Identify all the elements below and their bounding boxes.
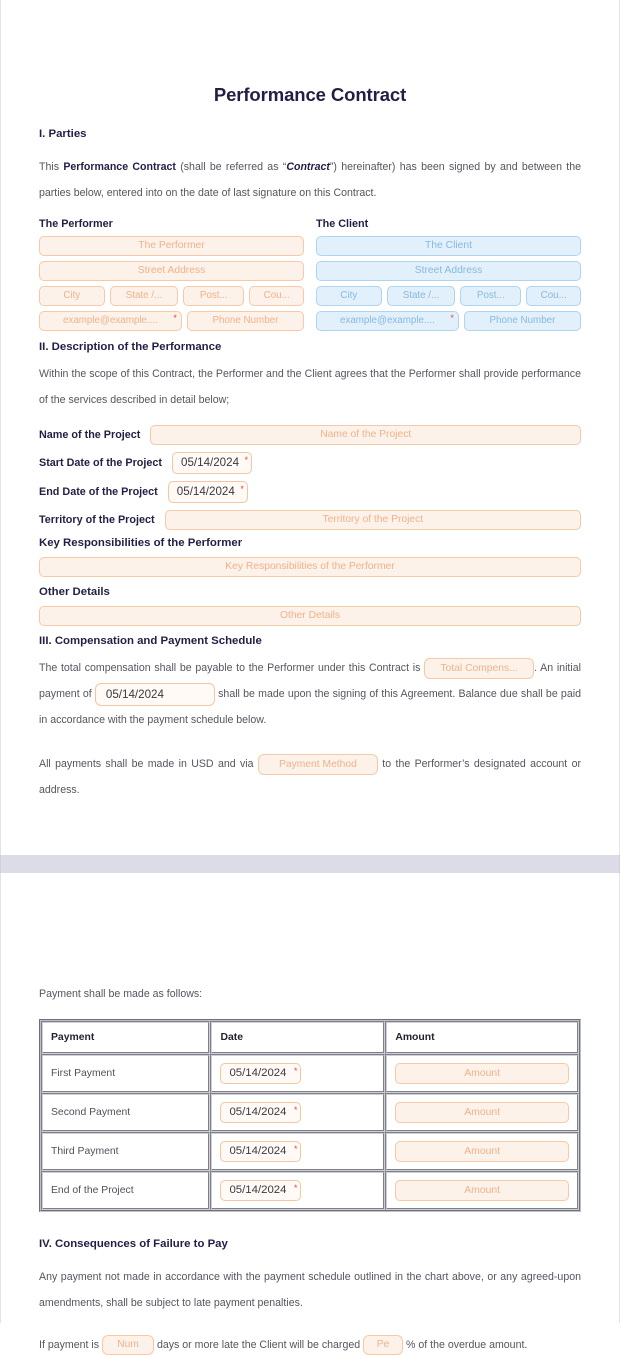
project-name-input[interactable]: Name of the Project [150, 425, 581, 445]
parties-columns [39, 218, 581, 331]
payment-amount-cell-third [385, 1132, 579, 1171]
performer-state-input[interactable]: State /... [110, 286, 178, 306]
payment-method-text-1: All payments shall be made in USD and via [39, 758, 254, 770]
performer-email-placeholder: example@example.... [62, 315, 158, 326]
section-heading-compensation: III. Compensation and Payment Schedule [39, 635, 262, 647]
payment-label-end: End of the Project [41, 1171, 210, 1210]
end-date-label: End Date of the Project [39, 486, 158, 498]
other-details-label: Other Details [39, 586, 110, 598]
performer-title: The Performer [39, 218, 113, 230]
client-email-placeholder: example@example.... [339, 315, 435, 326]
late-percent-input[interactable]: Pe [363, 1335, 403, 1355]
section-heading-description: II. Description of the Performance [39, 341, 222, 353]
performer-street-row [39, 261, 304, 281]
late-penalty-text-1: If payment is [39, 1339, 100, 1351]
table-header-row [41, 1021, 579, 1054]
payment-date-required-icon-third: * [293, 1144, 298, 1154]
payment-date-required-icon-second: * [293, 1105, 298, 1115]
table-row [41, 1054, 579, 1093]
payment-date-required-icon-first: * [293, 1066, 298, 1076]
column-header-amount: Amount [385, 1021, 579, 1054]
payment-date-value-end: 05/14/2024 [229, 1184, 287, 1196]
territory-input[interactable]: Territory of the Project [165, 510, 581, 530]
late-penalty-text-2: days or more late the Client will be charged [156, 1339, 361, 1351]
client-street-row [316, 261, 581, 281]
description-paragraph: Within the scope of this Contract, the Performer and the Client agrees that the Performer shall provide performance of the services described in detail below; [39, 368, 581, 406]
performer-email-required-icon: * [173, 313, 177, 323]
project-name-label: Name of the Project [39, 429, 141, 441]
client-postal-input[interactable]: Post... [460, 286, 521, 306]
payment-amount-input-second[interactable]: Amount [395, 1102, 569, 1123]
performer-contact-row [39, 311, 304, 331]
end-date-input[interactable] [168, 481, 248, 503]
compensation-text-2: . An initial payment of [39, 662, 581, 700]
table-row [41, 1171, 579, 1210]
start-date-label: Start Date of the Project [39, 457, 162, 469]
client-email-input[interactable] [316, 311, 459, 331]
column-header-payment: Payment [41, 1021, 210, 1054]
section-heading-parties: I. Parties [39, 128, 87, 140]
key-responsibilities-label: Key Responsibilities of the Performer [39, 537, 243, 549]
parties-intro-text-1: This [39, 161, 64, 173]
end-date-required-icon: * [240, 484, 244, 494]
performer-city-input[interactable]: City [39, 286, 105, 306]
key-responsibilities-input[interactable]: Key Responsibilities of the Performer [39, 557, 581, 577]
payment-date-input-first[interactable] [220, 1063, 301, 1084]
parties-intro-text-2: (shall be referred as “ [175, 161, 287, 173]
compensation-text-1: The total compensation shall be payable to the Performer under this Contract is [39, 662, 421, 674]
payment-date-cell-end [210, 1171, 385, 1210]
other-details-input[interactable]: Other Details [39, 606, 581, 626]
payment-date-value-second: 05/14/2024 [229, 1106, 287, 1118]
performer-street-input[interactable]: Street Address [39, 261, 304, 281]
page-title: Performance Contract [213, 84, 407, 105]
performer-locality-row [39, 286, 304, 306]
client-title: The Client [316, 218, 369, 230]
page-break-divider [0, 855, 620, 873]
performer-phone-input[interactable]: Phone Number [187, 311, 304, 331]
performer-postal-input[interactable]: Post... [183, 286, 244, 306]
client-state-input[interactable]: State /... [387, 286, 455, 306]
start-date-row [39, 452, 581, 474]
territory-label: Territory of the Project [39, 514, 155, 526]
document-page-2 [0, 873, 620, 1351]
total-compensation-input[interactable]: Total Compens... [424, 658, 534, 679]
schedule-intro: Payment shall be made as follows: [39, 988, 203, 1000]
client-country-input[interactable]: Cou... [526, 286, 581, 306]
start-date-input[interactable] [172, 452, 252, 474]
failure-paragraph: Any payment not made in accordance with the payment schedule outlined in the chart above, or any agreed-upon amendments, shall be subject to late payment penalties. [39, 1271, 581, 1309]
parties-intro-text-3: ”) hereinafter) has been signed by and between the parties below, entered into on the date of last signature on this Contract. [39, 161, 581, 199]
late-days-input[interactable]: Num [102, 1335, 154, 1355]
payment-method-paragraph [39, 751, 581, 803]
payment-schedule-table [39, 1019, 581, 1212]
table-row [41, 1093, 579, 1132]
parties-intro-paragraph [39, 154, 581, 206]
end-date-value: 05/14/2024 [176, 485, 235, 498]
client-locality-row [316, 286, 581, 306]
client-contact-row [316, 311, 581, 331]
late-penalty-line [39, 1332, 581, 1358]
start-date-required-icon: * [244, 455, 249, 465]
payment-date-cell-first [210, 1054, 385, 1093]
payment-date-input-second[interactable] [220, 1102, 301, 1123]
payment-date-required-icon-end: * [293, 1183, 298, 1193]
compensation-text-3: shall be made upon the signing of this Agreement. Balance due shall be paid in accordance with the payment schedule below. [39, 688, 581, 726]
payment-date-value-third: 05/14/2024 [229, 1145, 287, 1157]
client-phone-input[interactable]: Phone Number [464, 311, 581, 331]
territory-row [39, 510, 581, 530]
parties-intro-bold: Performance Contract [63, 161, 176, 173]
table-row [41, 1132, 579, 1171]
payment-amount-cell-first [385, 1054, 579, 1093]
start-date-value: 05/14/2024 [181, 456, 240, 469]
client-column [316, 218, 581, 331]
payment-date-value-first: 05/14/2024 [229, 1067, 287, 1079]
client-city-input[interactable]: City [316, 286, 382, 306]
performer-column [39, 218, 304, 331]
performer-country-input[interactable]: Cou... [249, 286, 304, 306]
compensation-paragraph [39, 655, 581, 733]
payment-amount-input-third[interactable]: Amount [395, 1141, 569, 1162]
payment-amount-cell-second [385, 1093, 579, 1132]
payment-amount-cell-end [385, 1171, 579, 1210]
performer-email-input[interactable] [39, 311, 182, 331]
column-header-date: Date [210, 1021, 385, 1054]
payment-amount-input-first[interactable]: Amount [395, 1063, 569, 1084]
payment-label-first: First Payment [41, 1054, 210, 1093]
payment-label-third: Third Payment [41, 1132, 210, 1171]
end-date-row [39, 481, 581, 503]
payment-date-cell-second [210, 1093, 385, 1132]
payment-method-text-2: to the Performer’s designated account or address. [39, 758, 581, 796]
client-name-input[interactable]: The Client [316, 236, 581, 256]
payment-date-cell-third [210, 1132, 385, 1171]
payment-method-input[interactable]: Payment Method [258, 754, 378, 775]
payment-date-input-third[interactable] [220, 1141, 301, 1162]
project-name-row [39, 425, 581, 445]
client-email-required-icon: * [450, 313, 454, 323]
late-penalty-text-3: % of the overdue amount. [406, 1339, 528, 1351]
section-heading-failure: IV. Consequences of Failure to Pay [39, 1238, 228, 1250]
performer-name-input[interactable]: The Performer [39, 236, 304, 256]
payment-amount-input-end[interactable]: Amount [395, 1180, 569, 1201]
parties-intro-italic: Contract [286, 161, 330, 173]
initial-payment-input[interactable]: 05/14/2024 [95, 683, 215, 706]
client-street-input[interactable]: Street Address [316, 261, 581, 281]
payment-label-second: Second Payment [41, 1093, 210, 1132]
payment-date-input-end[interactable] [220, 1180, 301, 1201]
